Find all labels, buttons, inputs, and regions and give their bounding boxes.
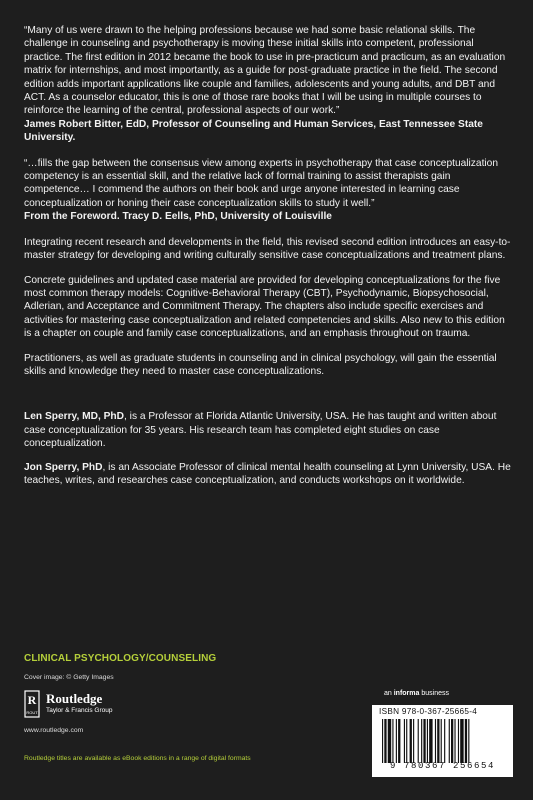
publisher-group: Taylor & Francis Group	[46, 707, 113, 714]
endorsement-quote-1	[24, 24, 514, 145]
informa-business-tag: an informa business	[384, 690, 449, 697]
description-paragraph: Integrating recent research and developments in the field, this revised second edition introduces an easy-to-master strategy for developing and writing culturally sensitive case conceptualizations and treatment plans.	[24, 236, 511, 262]
author-name: Jon Sperry, PhD	[24, 461, 103, 473]
barcode-number: 9 780367 256654	[389, 761, 495, 771]
quote-attribution: From the Foreword. Tracy D. Eells, PhD, University of Louisville	[24, 211, 332, 223]
publisher-name: Routledge	[46, 691, 103, 706]
author-name: Len Sperry, MD, PhD	[24, 411, 125, 423]
author-bio: Jon Sperry, PhD, is an Associate Professor of clinical mental health counseling at Lynn University, USA. He teaches, writes, and researches case conceptualization, and conducts workshops on it worldwide.	[24, 461, 511, 486]
barcode-box	[372, 705, 513, 777]
barcode-icon	[382, 719, 506, 763]
endorsement-quote-2	[24, 157, 514, 224]
ebook-note: Routledge titles are available as eBook editions in a range of digital formats	[24, 755, 251, 762]
quote-text: “…fills the gap between the consensus view among experts in psychotherapy that case conceptualization competency is an essential skill, and the relative lack of formal training to assist therapists gain competence… I commend the authors on their book and urge anyone interested in learning case conceptualization or honing their case conceptualization skills to study it well.”	[24, 157, 498, 209]
quote-attribution: James Robert Bitter, EdD, Professor of Counseling and Human Services, East Tennessee State University.	[24, 118, 483, 144]
publisher-website: www.routledge.com	[24, 727, 84, 734]
author-bio: Len Sperry, MD, PhD, is a Professor at Florida Atlantic University, USA. He has taught and written about case conceptualization for 35 years. His research team has completed eight studies on case conceptualization.	[24, 411, 497, 450]
routledge-logo-icon	[24, 690, 40, 718]
subject-category: CLINICAL PSYCHOLOGY/COUNSELING	[24, 653, 217, 664]
publisher-logo	[24, 690, 164, 720]
description-paragraph: Concrete guidelines and updated case material are provided for developing conceptualizations for the five most common therapy models: Cognitive-Behavioral Therapy (CBT), Psychodynamic, Biopsychosocial, Adlerian, and Acceptance and Commitment Therapy. The chapters also include specific exercises and activities for mastering case conceptualization and related competencies and skills. Also new to this edition is a chapter on couple and family case conceptualizations, and an emphasis throughout on trauma.	[24, 274, 505, 340]
svg-text:R: R	[27, 693, 37, 707]
cover-credit: Cover image: © Getty Images	[24, 674, 114, 681]
description-paragraph: Practitioners, as well as graduate students in counseling and in clinical psychology, will gain the essential skills and knowledge they need to master case conceptualizations.	[24, 352, 497, 377]
author-bios	[24, 410, 514, 487]
isbn-label: ISBN 978-0-367-25665-4	[379, 707, 478, 716]
quote-text: “Many of us were drawn to the helping professions because we had some basic relational skills. The challenge in counseling and psychotherapy is moving these initial skills into competent, professional practice. The first edition in 2012 became the book to use in pre-practicum and practicum, as an evaluation matrix for internships, and most importantly, as a guide for post-graduate practice in the field. The second edition adds important applications like couple and families, adolescents and young adults, and DBT and ACT. As a counselor educator, this is one of those rare books that I will be using in multiple courses to reinforce the learning of the central, professional aspects of our work.”	[24, 25, 506, 117]
svg-text:ROUT: ROUT	[26, 710, 38, 715]
back-cover-text	[24, 24, 514, 497]
